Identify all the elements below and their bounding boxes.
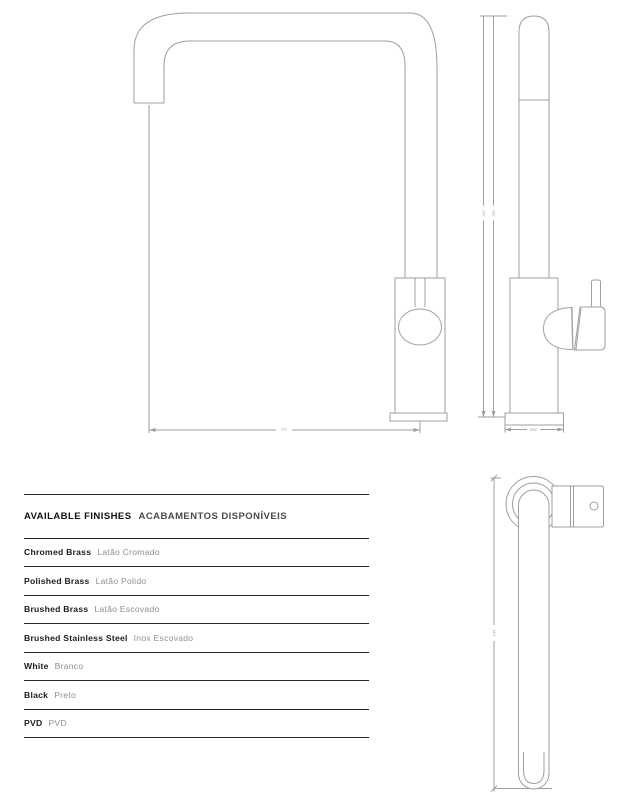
plan-handle (552, 486, 604, 527)
spout-inner-line (164, 41, 405, 278)
front-view-drawing (134, 13, 447, 433)
finishes-header-en: AVAILABLE FINISHES (24, 510, 132, 522)
handle-knob-side (544, 308, 574, 350)
finishes-section (24, 494, 369, 739)
handle-pin (592, 280, 601, 308)
finish-name-pt: Inox Escovado (133, 632, 194, 643)
plan-spout-capsule (519, 490, 550, 789)
finish-name-pt: Branco (54, 661, 84, 672)
base-dim-arrow-right (558, 428, 564, 432)
side-body (510, 278, 558, 413)
finish-row (24, 653, 369, 682)
front-width-dim-label: 220 (280, 426, 288, 432)
finish-row (24, 567, 369, 596)
finish-name-en: Chromed Brass (24, 547, 92, 558)
spout-outer-line (134, 13, 437, 278)
finish-row (24, 681, 369, 710)
finishes-header-pt: ACABAMENTOS DISPONÍVEIS (138, 510, 287, 522)
dim-extension-lines (149, 105, 420, 433)
base-flange (390, 413, 447, 421)
base-dim-label: Ø50 (529, 427, 538, 433)
side-height-outer-dim-label: 397 (481, 209, 486, 217)
finish-name-en: PVD (24, 718, 43, 729)
finish-row (24, 710, 369, 739)
handle-lever (575, 307, 606, 350)
finish-name-pt: Preto (54, 689, 76, 700)
finish-row (24, 539, 369, 568)
finish-name-pt: Latão Cromado (97, 547, 160, 558)
finish-name-pt: Latão Escovado (94, 604, 160, 615)
finish-row (24, 596, 369, 625)
dim-arrow-left (149, 428, 156, 432)
spout-column-lines (519, 100, 549, 278)
side-height-inner-dim-label: 360 (491, 209, 496, 217)
side-base-flange (505, 413, 564, 425)
dim-arrow-right (414, 428, 421, 432)
finish-name-en: White (24, 661, 49, 672)
finish-name-pt: PVD (48, 718, 67, 729)
finish-name-en: Brushed Brass (24, 604, 89, 615)
finish-name-en: Black (24, 689, 49, 700)
finish-name-pt: Latão Polido (95, 575, 147, 586)
base-dim-arrow-left (505, 428, 511, 432)
plan-length-dim-label: 246 (491, 629, 497, 637)
finish-name-en: Polished Brass (24, 575, 90, 586)
spout-profile (519, 16, 549, 100)
handle-knob (399, 309, 442, 345)
finish-row (24, 624, 369, 653)
cartridge-lines (415, 278, 425, 307)
side-view-drawing (478, 16, 605, 433)
finishes-header (24, 495, 369, 539)
plan-view-drawing (491, 475, 604, 792)
finish-name-en: Brushed Stainless Steel (24, 632, 128, 643)
